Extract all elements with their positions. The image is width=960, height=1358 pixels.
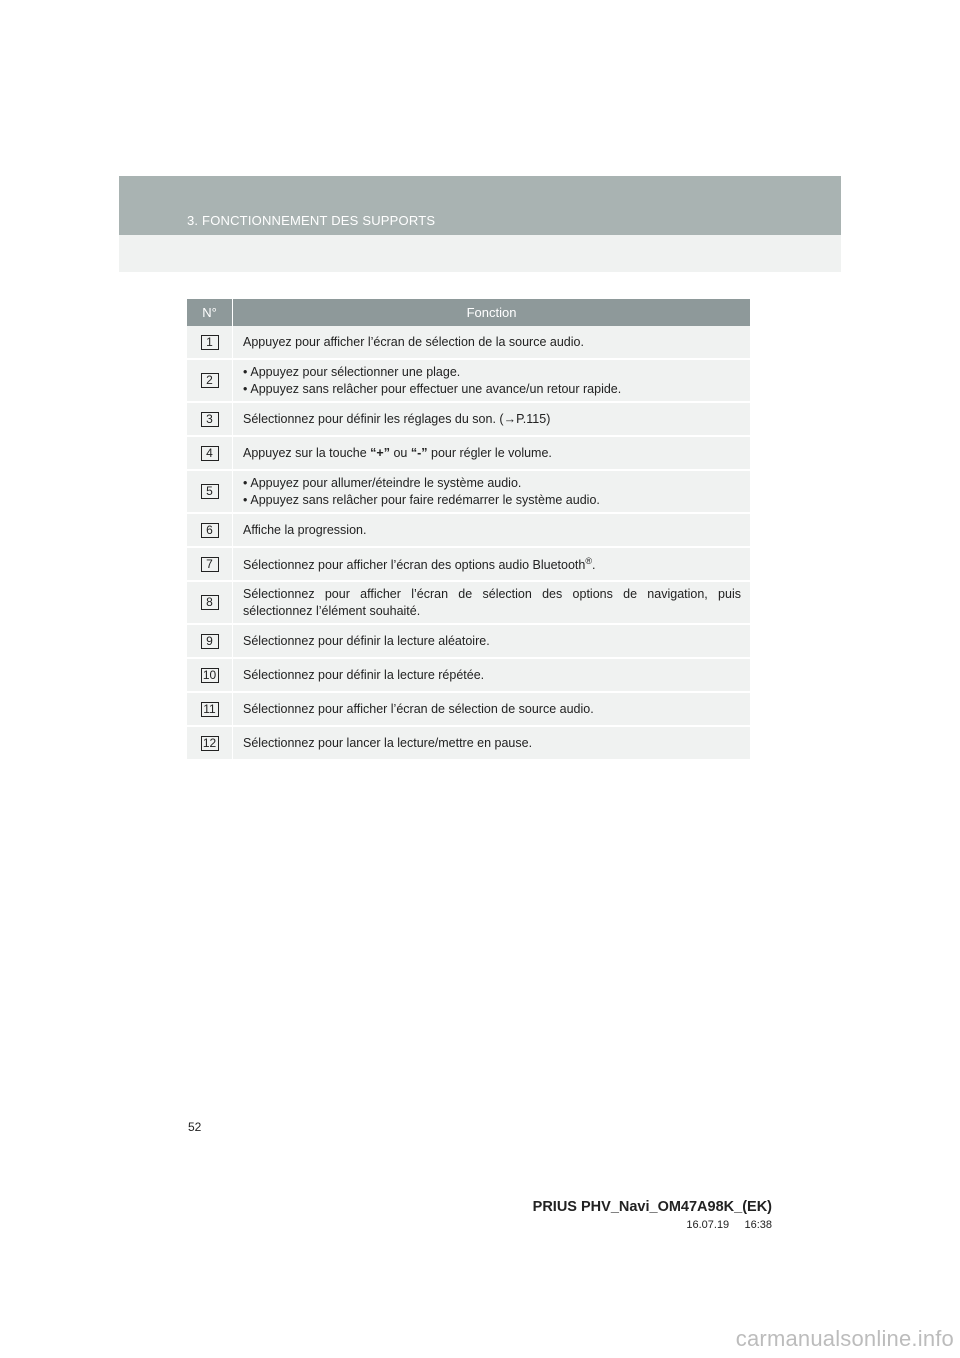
section-title: 3. FONCTIONNEMENT DES SUPPORTS — [187, 213, 436, 228]
row-number-badge: 12 — [201, 736, 219, 751]
row-description: Sélectionnez pour afficher l’écran de sélection de source audio. — [243, 701, 594, 716]
page-number: 52 — [188, 1120, 202, 1134]
row-number-badge: 7 — [201, 557, 219, 572]
function-table — [187, 299, 750, 761]
row-description: Sélectionnez pour définir les réglages du son. (→P.115) — [243, 411, 551, 426]
row-description: Sélectionnez pour définir la lecture répétée. — [243, 667, 485, 682]
table-row — [187, 727, 750, 761]
arrow-right-icon: → — [503, 411, 517, 426]
row-description: Appuyez pour afficher l’écran de sélection de la source audio. — [243, 334, 584, 349]
row-description: Affiche la progression. — [243, 522, 367, 537]
table-row — [187, 659, 750, 693]
row-description: Appuyez sur la touche “+” ou “-” pour régler le volume. — [243, 445, 552, 460]
row-description: Sélectionnez pour lancer la lecture/mettre en pause. — [243, 735, 533, 750]
document-timestamp: 16.07.19 16:38 — [686, 1219, 772, 1231]
row-number-badge: 10 — [201, 668, 219, 683]
row-description: Sélectionnez pour définir la lecture aléatoire. — [243, 633, 490, 648]
table-row — [187, 582, 750, 625]
row-number-badge: 4 — [201, 446, 219, 461]
table-row — [187, 471, 750, 514]
bullet-item: • Appuyez sans relâcher pour effectuer une avance/un retour rapide. — [243, 381, 741, 398]
row-description: Sélectionnez pour afficher l’écran de sélection des options de navigation, puis sélectionnez l’élément souhaité. — [243, 586, 741, 618]
bullet-item: • Appuyez sans relâcher pour faire redémarrer le système audio. — [243, 492, 741, 509]
row-number-badge: 3 — [201, 412, 219, 427]
row-number-badge: 5 — [201, 484, 219, 499]
row-description: Sélectionnez pour afficher l’écran des options audio Bluetooth®. — [243, 556, 596, 573]
column-header-function: Fonction — [466, 305, 517, 320]
table-header — [187, 299, 750, 326]
table-row — [187, 693, 750, 727]
page-reference-link[interactable]: P.115) — [516, 411, 551, 426]
site-watermark: carmanualsonline.info — [735, 1326, 954, 1351]
table-row — [187, 437, 750, 471]
bullet-item: • Appuyez pour sélectionner une plage. — [243, 364, 741, 381]
plus-key-label: “+” — [370, 445, 390, 460]
registered-mark: ® — [585, 556, 592, 567]
row-number-badge: 6 — [201, 523, 219, 538]
row-number-badge: 8 — [201, 595, 219, 610]
table-row — [187, 326, 750, 360]
row-number-badge: 9 — [201, 634, 219, 649]
row-description — [233, 471, 750, 512]
table-row — [187, 514, 750, 548]
row-number-badge: 11 — [201, 702, 219, 717]
column-header-number: N° — [187, 299, 233, 326]
section-header-subband — [119, 235, 841, 272]
section-header-band — [119, 176, 841, 235]
table-row — [187, 403, 750, 437]
document-title: PRIUS PHV_Navi_OM47A98K_(EK) — [532, 1199, 772, 1215]
row-number-badge: 2 — [201, 373, 219, 388]
row-number-badge: 1 — [201, 335, 219, 350]
table-row — [187, 625, 750, 659]
row-description — [233, 360, 750, 401]
table-row — [187, 360, 750, 403]
bullet-item: • Appuyez pour allumer/éteindre le système audio. — [243, 475, 741, 492]
table-row — [187, 548, 750, 582]
minus-key-label: “-” — [410, 445, 428, 460]
